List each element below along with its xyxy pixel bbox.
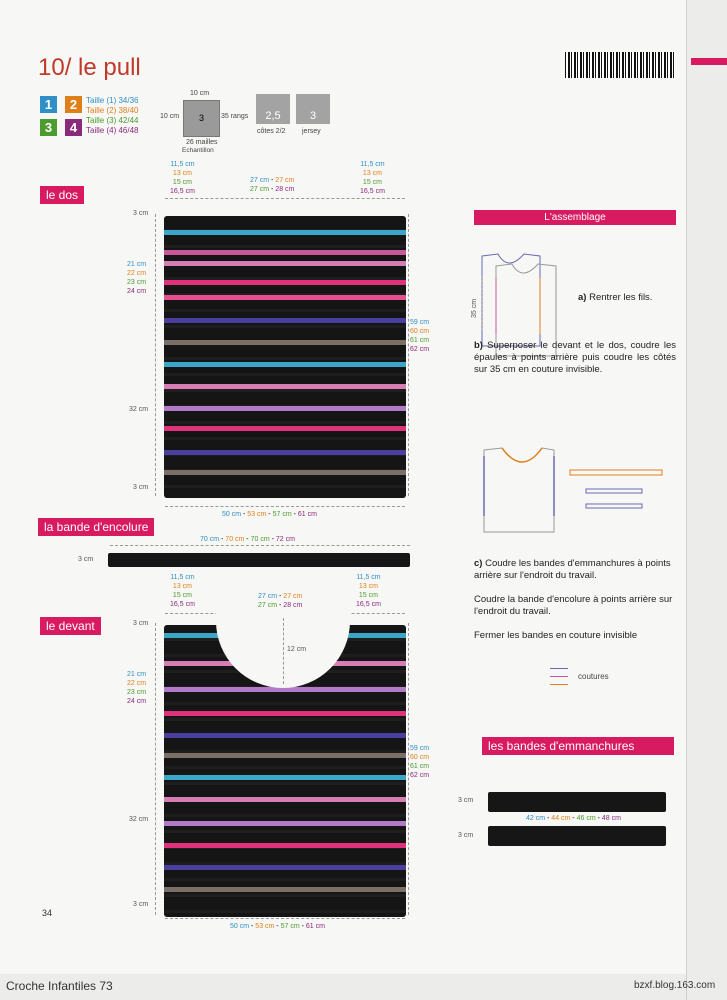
step-c-neckband: Coudre la bande d'encolure à points arrière sur l'endroit du travail.	[474, 594, 673, 617]
shoulder-right	[360, 160, 385, 196]
top-rib-front: 3 cm	[133, 620, 149, 627]
shoulder-size-1: 11,5 cm	[356, 574, 381, 581]
sample-width: 10 cm	[190, 90, 210, 97]
armhole-height-back	[127, 260, 146, 296]
neck-size-3: 27 cm	[258, 602, 278, 609]
needle-icon	[256, 94, 290, 124]
needle-label-1: côtes 2/2	[257, 128, 286, 135]
shoulder-size-2: 13 cm	[362, 170, 382, 177]
armhole-size-2: 22 cm	[127, 680, 147, 687]
page-title: 10/ le pull	[38, 54, 141, 81]
step-a-label: a)	[578, 292, 587, 303]
top-rib-back: 3 cm	[133, 210, 149, 217]
size-label-1: Taille (1) 34/36	[86, 96, 139, 105]
neck-width: 27 cm - 27 cm 27 cm - 28 cm	[250, 177, 295, 193]
width-size-3: 57 cm	[272, 511, 292, 518]
size-badge-1: 1	[40, 96, 57, 113]
step-b	[474, 340, 676, 376]
side-seam-depth: 35 cm	[471, 298, 479, 319]
total-size-3: 61 cm	[410, 337, 430, 344]
shoulder-size-1: 11,5 cm	[360, 161, 385, 168]
neckband-size-3: 70 cm	[250, 536, 270, 543]
shoulder-size-3: 15 cm	[172, 592, 192, 599]
shoulder-size-4: 16,5 cm	[360, 188, 385, 195]
section-emmanchures: les bandes d'emmanchures	[482, 737, 674, 755]
neck-size-3: 27 cm	[250, 186, 270, 193]
width-size-4: 61 cm	[297, 511, 317, 518]
step-c	[474, 558, 676, 582]
bottom-rib-front: 3 cm	[133, 901, 149, 908]
armband-size-2: 44 cm	[551, 815, 571, 822]
total-size-1: 59 cm	[410, 745, 430, 752]
shoulder-size-3: 15 cm	[172, 179, 192, 186]
size-badge-3: 3	[40, 119, 57, 136]
neck-size-4: 28 cm	[275, 186, 295, 193]
neck-size-1: 27 cm	[258, 593, 278, 600]
sample-stitches: 26 mailles	[186, 139, 218, 146]
neck-depth: 12 cm	[287, 646, 307, 653]
total-size-1: 59 cm	[410, 319, 430, 326]
shoulder-size-3: 15 cm	[358, 592, 378, 599]
step-b-text: Superposer le devant et le dos, coudre les épaules à points arrière puis coudre les côtés sur 35 cm en couture invisible.	[474, 340, 676, 375]
armhole-size-2: 22 cm	[127, 270, 147, 277]
neck-size-1: 27 cm	[250, 177, 270, 184]
step-c-close: Fermer les bandes en couture invisible	[474, 630, 638, 641]
total-size-4: 62 cm	[410, 346, 430, 353]
armhole-size-4: 24 cm	[127, 288, 147, 295]
width-size-1: 50 cm	[230, 923, 250, 930]
armband-2	[488, 826, 666, 846]
width-size-2: 53 cm	[247, 511, 267, 518]
bottom-rib-back: 3 cm	[133, 484, 149, 491]
width-size-1: 50 cm	[222, 511, 242, 518]
width-size-3: 57 cm	[280, 923, 300, 930]
total-size-3: 61 cm	[410, 763, 430, 770]
neck-size-4: 28 cm	[283, 602, 303, 609]
assembly-diagram-bands	[478, 444, 674, 540]
shoulder-size-1: 11,5 cm	[170, 574, 195, 581]
section-encolure: la bande d'encolure	[38, 518, 154, 536]
shoulder-size-2: 13 cm	[358, 583, 378, 590]
shoulder-size-2: 13 cm	[172, 583, 192, 590]
section-dos: le dos	[40, 186, 84, 204]
body-height-front: 32 cm	[129, 816, 149, 823]
shoulder-size-4: 16,5 cm	[170, 188, 195, 195]
shoulder-left	[170, 160, 195, 196]
armhole-size-3: 23 cm	[127, 279, 147, 286]
footer-magazine: Croche Infantiles 73	[6, 979, 113, 993]
armband-size-1: 42 cm	[526, 815, 546, 822]
sample-label: Echantillon	[182, 147, 214, 154]
needle-icon	[296, 94, 330, 124]
armhole-height-front	[127, 670, 146, 706]
total-size-2: 60 cm	[410, 754, 430, 761]
armband-size-3: 46 cm	[576, 815, 596, 822]
total-size-2: 60 cm	[410, 328, 430, 335]
sample-square: 3	[183, 100, 220, 137]
page-number: 34	[42, 908, 53, 918]
seam-legend-label: coutures	[578, 672, 609, 681]
needle-size-1: 2,5	[265, 110, 281, 122]
step-a	[578, 292, 678, 304]
shoulder-right-front	[356, 573, 381, 609]
armhole-size-3: 23 cm	[127, 689, 147, 696]
total-height-front	[410, 744, 429, 780]
adjacent-page	[686, 0, 727, 1000]
sample-height: 10 cm	[160, 113, 180, 120]
armhole-size-4: 24 cm	[127, 698, 147, 705]
armhole-size-1: 21 cm	[127, 671, 147, 678]
step-c-label: c)	[474, 558, 483, 569]
neckband-height: 3 cm	[78, 556, 94, 563]
shoulder-size-1: 11,5 cm	[170, 161, 195, 168]
total-height-back	[410, 318, 429, 354]
neckband-size-4: 72 cm	[275, 536, 295, 543]
needle-size-2: 3	[309, 110, 317, 122]
step-c-text: Coudre les bandes d'emmanchures à points arrière sur l'endroit du travail.	[474, 558, 671, 581]
shoulder-size-4: 16,5 cm	[170, 601, 195, 608]
neckband-length: 70 cm - 70 cm - 70 cm - 72 cm	[200, 536, 295, 543]
neckband-size-1: 70 cm	[200, 536, 220, 543]
footer-watermark: bzxf.blog.163.com	[634, 980, 716, 991]
armhole-size-1: 21 cm	[127, 261, 147, 268]
shoulder-size-2: 13 cm	[172, 170, 192, 177]
width-bottom-front: 50 cm - 53 cm - 57 cm - 61 cm	[230, 923, 325, 930]
armband-1	[488, 792, 666, 812]
total-size-4: 62 cm	[410, 772, 430, 779]
neck-size-2: 27 cm	[275, 177, 295, 184]
needle-label-2: jersey	[302, 128, 321, 135]
size-label-4: Taille (4) 46/48	[86, 126, 139, 135]
neckband-size-2: 70 cm	[225, 536, 245, 543]
size-badge-4: 4	[65, 119, 82, 136]
sample-rows: 35 rangs	[221, 113, 249, 120]
size-label-2: Taille (2) 38/40	[86, 106, 139, 115]
armband-height-2: 3 cm	[458, 832, 474, 839]
shoulder-left-front	[170, 573, 195, 609]
armband-height-1: 3 cm	[458, 797, 474, 804]
body-height-back: 32 cm	[129, 406, 149, 413]
width-bottom-back: 50 cm - 53 cm - 57 cm - 61 cm	[222, 511, 317, 518]
neck-size-2: 27 cm	[283, 593, 303, 600]
section-devant: le devant	[40, 617, 101, 635]
barcode	[565, 52, 675, 78]
shoulder-size-4: 16,5 cm	[356, 601, 381, 608]
step-a-text: Rentrer les fils.	[589, 292, 653, 303]
back-garment	[164, 216, 406, 498]
neck-width-front: 27 cm - 27 cm 27 cm - 28 cm	[258, 593, 303, 609]
shoulder-size-3: 15 cm	[362, 179, 382, 186]
size-badge-2: 2	[65, 96, 82, 113]
width-size-4: 61 cm	[305, 923, 325, 930]
armband-length: 42 cm - 44 cm - 46 cm - 48 cm	[526, 815, 621, 822]
width-size-2: 53 cm	[255, 923, 275, 930]
armband-size-4: 48 cm	[601, 815, 621, 822]
section-assemblage: L'assemblage	[474, 210, 676, 225]
neckband	[108, 553, 410, 567]
size-label-3: Taille (3) 42/44	[86, 116, 139, 125]
step-b-label: b)	[474, 340, 483, 351]
